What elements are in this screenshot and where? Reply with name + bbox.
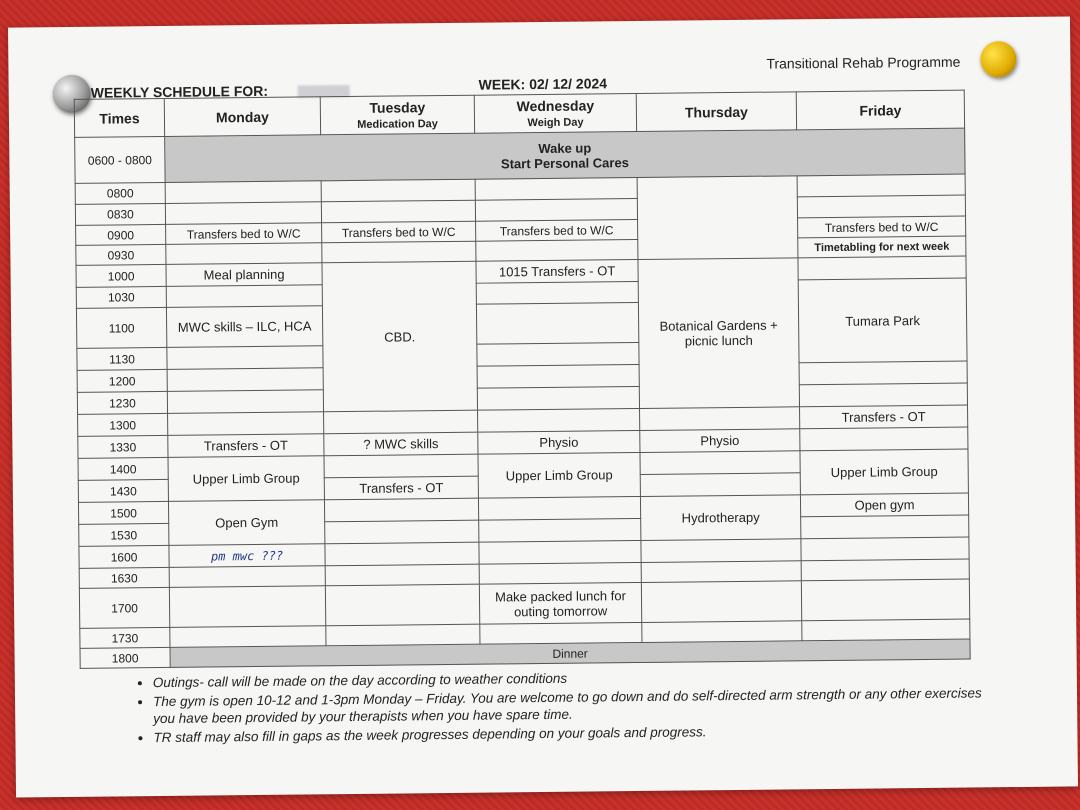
tuesday-transfers-ot-cell: Transfers - OT	[324, 476, 478, 500]
time-cell: 1400	[78, 457, 168, 480]
empty-cell	[637, 176, 798, 260]
schedule-paper	[8, 16, 1078, 797]
time-cell: 1300	[78, 413, 168, 436]
empty-cell	[321, 179, 475, 202]
programme-title: Transitional Rehab Programme	[766, 53, 961, 72]
empty-cell	[642, 621, 802, 643]
empty-cell	[801, 579, 969, 621]
thursday-physio-cell: Physio	[640, 429, 800, 453]
note-item: • The gym is open 10-12 and 1-3pm Monday – Friday. You are welcome to go down and do self-directed arm strength or any other exercises you have been provided by your therapists when you have spare time.	[153, 684, 983, 727]
col-friday: Friday	[796, 90, 964, 130]
note-item: • TR staff may also fill in gaps as the week progresses depending on your goals and progress.	[153, 720, 983, 746]
col-times: Times	[74, 98, 164, 137]
empty-cell	[476, 302, 638, 344]
time-cell: 0800	[75, 182, 165, 204]
dinner-cell: Dinner	[170, 639, 970, 667]
empty-cell	[167, 390, 323, 414]
time-cell: 0900	[76, 224, 166, 245]
time-cell: 1730	[80, 627, 170, 648]
time-cell: 1330	[78, 435, 168, 458]
monday-transfers-ot-cell: Transfers - OT	[168, 434, 324, 458]
schedule-for-text: WEEKLY SCHEDULE FOR:	[90, 82, 269, 101]
time-cell: 1600	[79, 545, 169, 568]
time-cell: 0930	[76, 244, 166, 265]
empty-cell	[801, 559, 969, 581]
notes-list	[135, 665, 984, 748]
wednesday-physio-cell: Physio	[478, 430, 640, 454]
empty-cell	[479, 540, 641, 564]
empty-cell	[797, 195, 965, 218]
empty-cell	[477, 386, 639, 410]
empty-cell	[478, 408, 640, 432]
monday-mwc-skills-cell: MWC skills – ILC, HCA	[166, 306, 322, 348]
empty-cell	[325, 564, 479, 586]
col-tuesday	[320, 95, 474, 135]
empty-cell	[325, 542, 479, 566]
yellow-pushpin-icon	[980, 41, 1016, 77]
empty-cell	[166, 285, 322, 308]
col-monday: Monday	[164, 97, 320, 137]
empty-cell	[168, 412, 324, 436]
empty-cell	[475, 178, 637, 201]
tuesday-sub: Medication Day	[357, 118, 438, 131]
col-thursday: Thursday	[636, 92, 796, 132]
empty-cell	[802, 619, 970, 641]
thursday-hydrotherapy-cell: Hydrotherapy	[640, 495, 800, 541]
time-cell: 1630	[79, 567, 169, 588]
empty-cell	[640, 473, 800, 497]
empty-cell	[476, 281, 638, 304]
col-wednesday	[474, 94, 636, 134]
empty-cell	[325, 584, 479, 626]
empty-cell	[640, 407, 800, 431]
empty-cell	[166, 243, 322, 265]
empty-cell	[797, 174, 965, 197]
empty-cell	[641, 539, 801, 563]
time-cell: 1500	[78, 501, 168, 524]
empty-cell	[640, 451, 800, 475]
time-cell: 1130	[77, 347, 167, 370]
wednesday-packed-lunch-cell: Make packed lunch for outing tomorrow	[479, 582, 641, 624]
weekly-schedule-table	[74, 90, 971, 669]
time-cell: 1700	[79, 587, 169, 628]
empty-cell	[324, 410, 478, 434]
empty-cell	[170, 626, 326, 648]
monday-handwritten-note: pm mwc ???	[169, 544, 325, 568]
start-cares-text: Start Personal Cares	[500, 154, 629, 171]
tuesday-mwc-skills-cell: ? MWC skills	[324, 432, 478, 456]
time-cell: 1000	[76, 264, 166, 287]
monday-upper-limb-cell: Upper Limb Group	[168, 456, 324, 502]
wednesday-1015-transfers-cell: 1015 Transfers - OT	[476, 259, 638, 283]
week-label: WEEK: 02/ 12/ 2024	[478, 75, 608, 93]
empty-cell	[799, 361, 967, 385]
friday-transfers-ot-cell: Transfers - OT	[800, 405, 968, 429]
wednesday-sub: Weigh Day	[527, 116, 584, 130]
wednesday-label: Wednesday	[516, 97, 595, 115]
empty-cell	[480, 622, 642, 644]
time-cell: 1430	[78, 479, 168, 502]
empty-cell	[478, 496, 640, 520]
tuesday-cbd-cell: CBD.	[322, 261, 478, 412]
time-cell: 0600 - 0800	[75, 136, 165, 183]
time-cell: 1230	[77, 391, 167, 414]
empty-cell	[479, 562, 641, 584]
empty-cell	[165, 202, 321, 225]
time-cell: 1200	[77, 369, 167, 392]
friday-tumara-cell: Tumara Park	[798, 278, 967, 363]
monday-meal-planning-cell: Meal planning	[166, 263, 322, 287]
empty-cell	[800, 427, 968, 451]
empty-cell	[324, 498, 478, 522]
thursday-botanical-cell: Botanical Gardens + picnic lunch	[638, 258, 800, 409]
time-cell: 1530	[79, 523, 169, 546]
wake-up-text: Wake up	[538, 139, 592, 156]
empty-cell	[801, 515, 969, 539]
wednesday-transfers-cell: Transfers bed to W/C	[476, 219, 638, 241]
empty-cell	[476, 239, 638, 261]
wake-up-cell	[165, 128, 965, 182]
tuesday-label: Tuesday	[369, 99, 426, 116]
time-cell: 1800	[80, 647, 170, 668]
empty-cell	[475, 199, 637, 222]
empty-cell	[799, 383, 967, 407]
friday-open-gym-cell: Open gym	[800, 493, 968, 517]
empty-cell	[477, 342, 639, 366]
friday-transfers-cell: Transfers bed to W/C	[798, 216, 966, 238]
empty-cell	[325, 520, 479, 544]
time-cell: 0830	[75, 203, 165, 225]
empty-cell	[324, 454, 478, 478]
empty-cell	[321, 200, 475, 223]
friday-upper-limb-cell: Upper Limb Group	[800, 449, 968, 495]
empty-cell	[798, 256, 966, 280]
monday-transfers-cell: Transfers bed to W/C	[166, 223, 322, 245]
friday-timetabling-cell: Timetabling for next week	[798, 236, 966, 258]
empty-cell	[165, 181, 321, 204]
empty-cell	[479, 518, 641, 542]
monday-open-gym-cell: Open Gym	[168, 500, 324, 546]
empty-cell	[326, 624, 480, 646]
empty-cell	[801, 537, 969, 561]
empty-cell	[167, 346, 323, 370]
empty-cell	[477, 364, 639, 388]
wednesday-upper-limb-cell: Upper Limb Group	[478, 452, 640, 498]
empty-cell	[169, 566, 325, 588]
empty-cell	[167, 368, 323, 392]
empty-cell	[641, 581, 801, 623]
time-cell: 1100	[76, 307, 166, 348]
empty-cell	[169, 586, 325, 628]
note-item: • Outings- call will be made on the day according to weather conditions	[153, 665, 983, 691]
empty-cell	[322, 241, 476, 263]
time-cell: 1030	[76, 286, 166, 308]
empty-cell	[641, 561, 801, 583]
tuesday-transfers-cell: Transfers bed to W/C	[322, 221, 476, 243]
